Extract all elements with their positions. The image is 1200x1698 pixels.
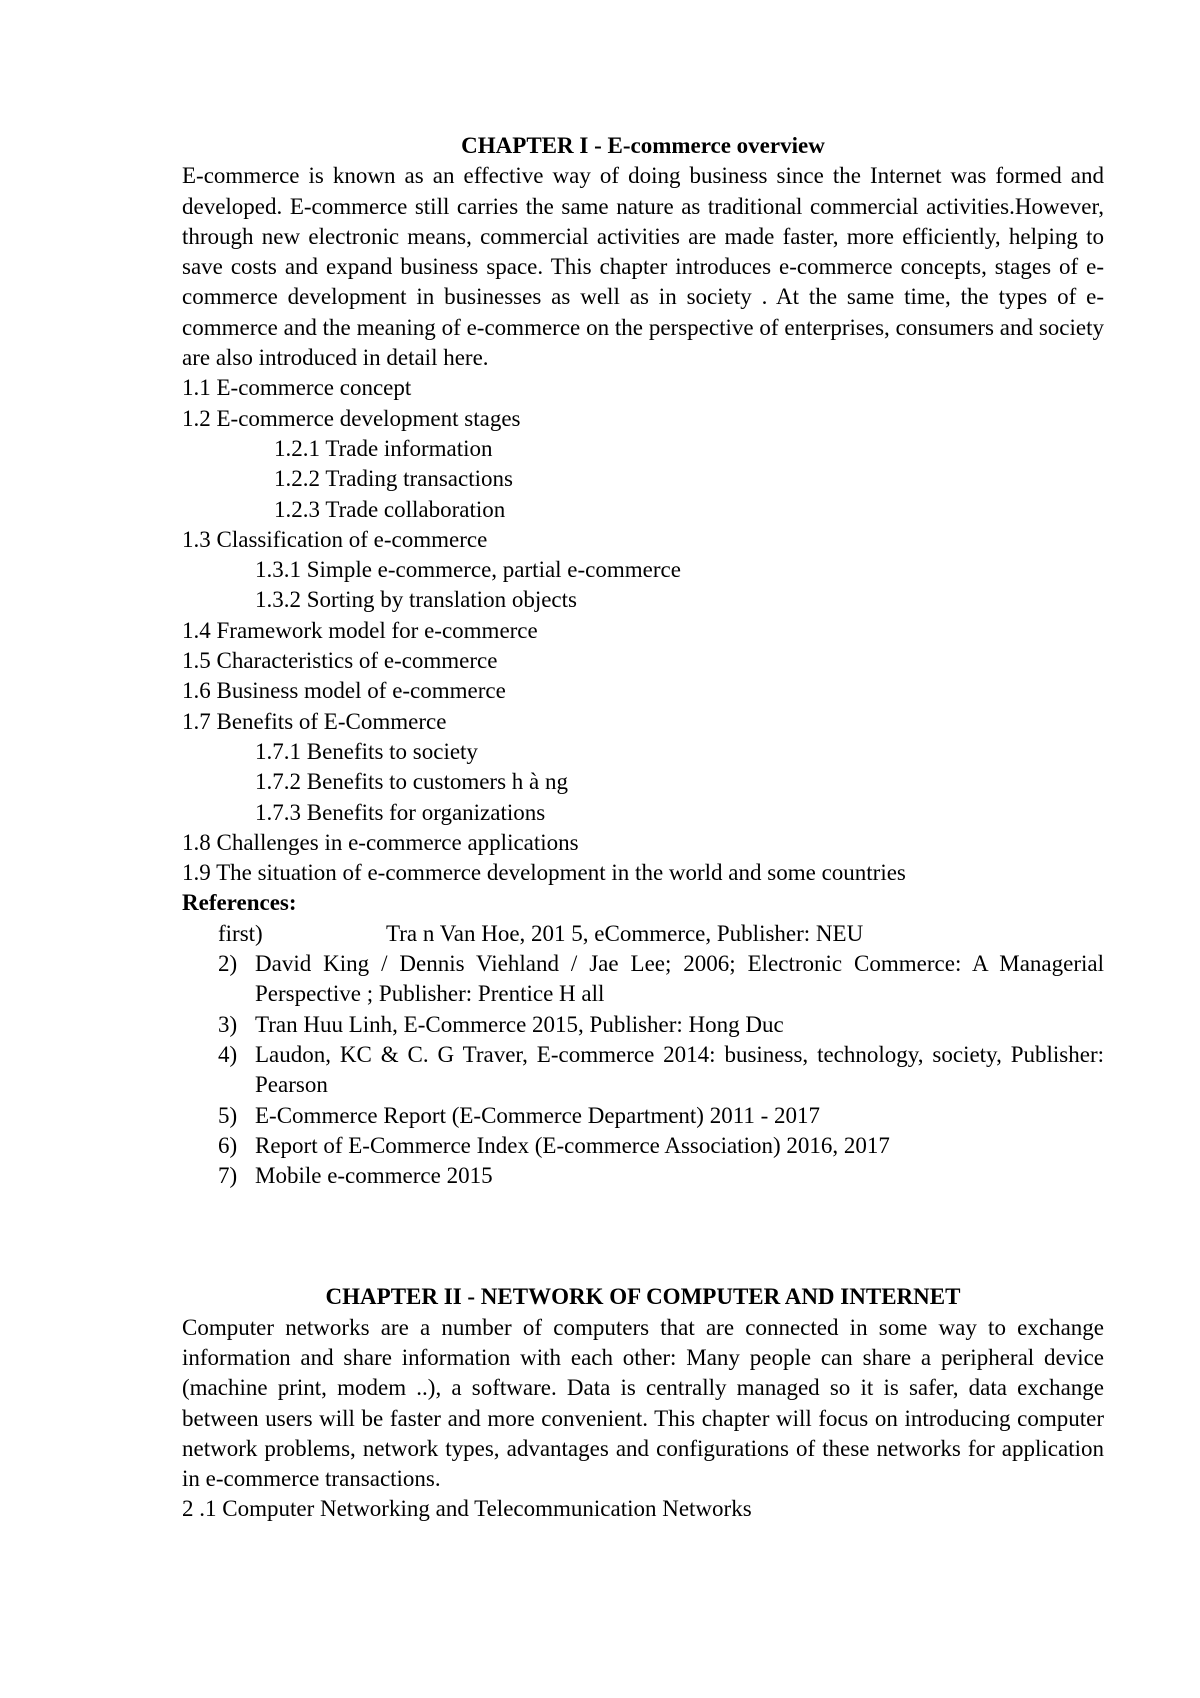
references-list xyxy=(182,919,1104,1192)
chapter1-title: CHAPTER I - E-commerce overview xyxy=(461,133,825,158)
reference-text: Report of E-Commerce Index (E-commerce Association) 2016, 2017 xyxy=(255,1132,890,1158)
toc-item-1-7-1: 1.7.1 Benefits to society xyxy=(255,738,478,764)
toc-item-1-7-2: 1.7.2 Benefits to customers h à ng xyxy=(255,769,569,795)
reference-item xyxy=(182,1161,1104,1191)
reference-marker: 3) xyxy=(218,1011,238,1037)
reference-marker: 6) xyxy=(218,1132,238,1158)
reference-text: David King / Dennis Viehland / Jae Lee; 2006; Electronic Commerce: A Managerial Perspective ; Publisher: Prentice H all xyxy=(255,951,1104,1007)
reference-item xyxy=(182,1010,1104,1040)
reference-item xyxy=(182,1131,1104,1161)
reference-marker: 7) xyxy=(218,1163,238,1189)
toc-item-1-3-1: 1.3.1 Simple e-commerce, partial e-commerce xyxy=(255,557,681,583)
chapter2-title: CHAPTER II - NETWORK OF COMPUTER AND INTERNET xyxy=(325,1284,961,1310)
references-title: References: xyxy=(182,890,297,916)
section-spacer xyxy=(182,1191,1104,1282)
reference-item xyxy=(182,1040,1104,1101)
toc-item-2-1: 2 .1 Computer Networking and Telecommunication Networks xyxy=(182,1496,752,1522)
toc-item-1-2-2: 1.2.2 Trading transactions xyxy=(274,466,513,492)
toc-item-1-3: 1.3 Classification of e-commerce xyxy=(182,526,488,552)
toc-item-1-6: 1.6 Business model of e-commerce xyxy=(182,678,506,704)
toc-item-1-4: 1.4 Framework model for e-commerce xyxy=(182,617,538,643)
reference-text: Tran Huu Linh, E-Commerce 2015, Publisher: Hong Duc xyxy=(255,1011,784,1037)
toc-item-1-9: 1.9 The situation of e-commerce development in the world and some countries xyxy=(182,860,906,886)
toc-item-1-3-2: 1.3.2 Sorting by translation objects xyxy=(255,587,577,613)
chapter1-intro: E-commerce is known as an effective way of doing business since the Internet was formed and developed. E-commerce still carries the same nature as traditional commercial activities.However, through new electronic means, commercial activities are made faster, more efficiently, helping to save costs and expand business space. This chapter introduces e-commerce concepts, stages of e-commerce development in businesses as well as in society . At the same time, the types of e-commerce and the meaning of e-commerce on the perspective of enterprises, consumers and society are also introduced in detail here. xyxy=(182,163,1104,371)
reference-item xyxy=(182,919,1104,949)
reference-text: Laudon, KC & C. G Traver, E-commerce 2014: business, technology, society, Publisher: Pearson xyxy=(255,1041,1104,1098)
chapter2-intro: Computer networks are a number of computers that are connected in some way to exchange information and share information with each other: Many people can share a peripheral device (machine print, modem ..), a software. Data is centrally managed so it is safer, data exchange between users will be faster and more convenient. This chapter will focus on introducing computer network problems, network types, advantages and configurations of these networks for application in e-commerce transactions. xyxy=(182,1314,1104,1492)
toc-item-1-2: 1.2 E-commerce development stages xyxy=(182,405,521,431)
reference-text: E-Commerce Report (E-Commerce Department) 2011 - 2017 xyxy=(255,1102,821,1128)
toc-item-1-7: 1.7 Benefits of E-Commerce xyxy=(182,708,447,734)
reference-text: Tra n Van Hoe, 201 5, eCommerce, Publisher: NEU xyxy=(386,920,864,946)
toc-item-1-2-3: 1.2.3 Trade collaboration xyxy=(274,496,506,522)
chapter1-toc xyxy=(182,373,1104,888)
reference-item xyxy=(182,949,1104,1010)
toc-item-1-7-3: 1.7.3 Benefits for organizations xyxy=(255,799,546,825)
toc-item-1-2-1: 1.2.1 Trade information xyxy=(274,435,493,461)
reference-item xyxy=(182,1101,1104,1131)
toc-item-1-8: 1.8 Challenges in e-commerce applications xyxy=(182,829,579,855)
toc-item-1-5: 1.5 Characteristics of e-commerce xyxy=(182,648,498,674)
reference-marker: 4) xyxy=(218,1041,238,1067)
reference-marker: 5) xyxy=(218,1102,238,1128)
reference-text: Mobile e-commerce 2015 xyxy=(255,1163,493,1189)
toc-item-1-1: 1.1 E-commerce concept xyxy=(182,375,412,401)
reference-marker: 2) xyxy=(218,951,238,977)
reference-marker: first) xyxy=(218,920,263,946)
